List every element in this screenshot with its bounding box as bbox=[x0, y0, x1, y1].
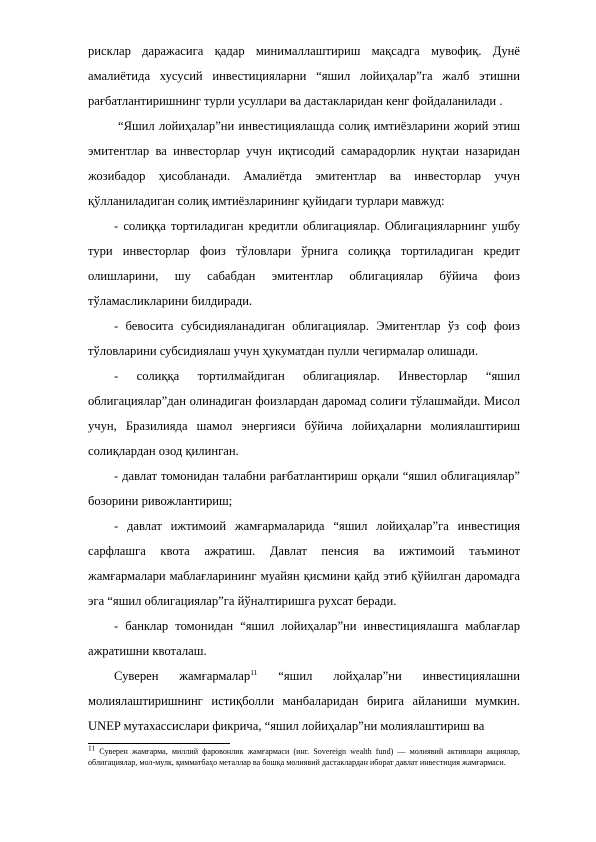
paragraph-5: - солиққа тортилмайдиган облигациялар. Инвесторлар “яшил облигациялар”дан олинадиган фоизлардан даромад солиғи тўлашмайди. Мисол учун, Бразилияда шамол энергияси бўйича лойиҳаларни молиялаштириш солиқлардан озод қилинган. bbox=[88, 369, 520, 458]
paragraph-8: - банклар томонидан “яшил лойиҳалар”ни инвестициялашга маблағлар ажратишни квоталаш. bbox=[88, 619, 520, 658]
footnote-reference[interactable]: 11 bbox=[250, 667, 258, 677]
paragraph-7: - давлат ижтимоий жамғармаларида “яшил лойиҳалар”га инвестиция сарфлашга квота ажратиш. Давлат пенсия ва ижтимоий таъминот жамғармалари маблағларининг муайян қисмини қайд этиб қўйилган даромадга эга “яшил облигациялар”га йўналтиришга рухсат беради. bbox=[88, 519, 520, 608]
paragraph-9-start: Суверен жамғармалар bbox=[114, 669, 251, 683]
footnote bbox=[88, 743, 520, 768]
paragraph-3: - солиққа тортиладиган кредитли облигациялар. Облигацияларнинг ушбу тури инвесторлар фоиз тўловлари ўрнига солиққа тортиладиган кредит олишларини, шу сабабдан эмитентлар облигациялар бўйича фоиз тўламасликларини билдиради. bbox=[88, 219, 520, 308]
paragraph-2: “Яшил лойиҳалар”ни инвестициялашда солиқ имтиёзларини жорий этиш эмитентлар ва инвесторлар учун иқтисодий самарадорлик нуқтаи назаридан жозибадор ҳисобланади. Амалиётда эмитентлар ва инвесторлар учун қўлланиладиган солиқ имтиёзларининг қуйидаги турлари мавжуд: bbox=[88, 119, 520, 208]
paragraph-9 bbox=[88, 664, 520, 739]
paragraph-4: - бевосита субсидияланадиган облигациялар. Эмитентлар ўз соф фоиз тўловларини субсидиялаш учун ҳукуматдан пулли чегирмалар олишади. bbox=[88, 319, 520, 358]
main-text bbox=[88, 39, 520, 739]
footnote-body: Суверен жамғарма, миллий фаровонлик жамғармаси (инг. Sovereign wealth fund) — молиявий активлари акциялар, облигациялар, мол-мулк, қимматбаҳо металлар ва бошқа молиявий дастаклардан иборат давлат инвестиция жамғармаси. bbox=[88, 747, 520, 767]
paragraph-1: рисклар даражасига қадар минималлаштириш мақсадга мувофиқ. Дунё амалиётида хусусий инвестицияларни “яшил лойиҳалар”га жалб этишни рағбатлантиришнинг турли усуллари ва дастакларидан кенг фойдаланилади . bbox=[88, 44, 520, 108]
footnote-number: 11 bbox=[88, 743, 96, 753]
paragraph-6: - давлат томонидан талабни рағбатлантириш орқали “яшил облигациялар” бозорини ривожлантириш; bbox=[88, 469, 520, 508]
footnote-text bbox=[88, 743, 520, 768]
paragraph-9-rest: “яшил лойҳалар”ни инвестициялашни молиялаштиришнинг истиқболли манбаларидан бирига айланиши мумкин. UNEP мутахассислари фикрича, “яшил лойиҳалар”ни молиялаштириш ва bbox=[88, 669, 520, 733]
footnote-separator bbox=[88, 743, 230, 744]
